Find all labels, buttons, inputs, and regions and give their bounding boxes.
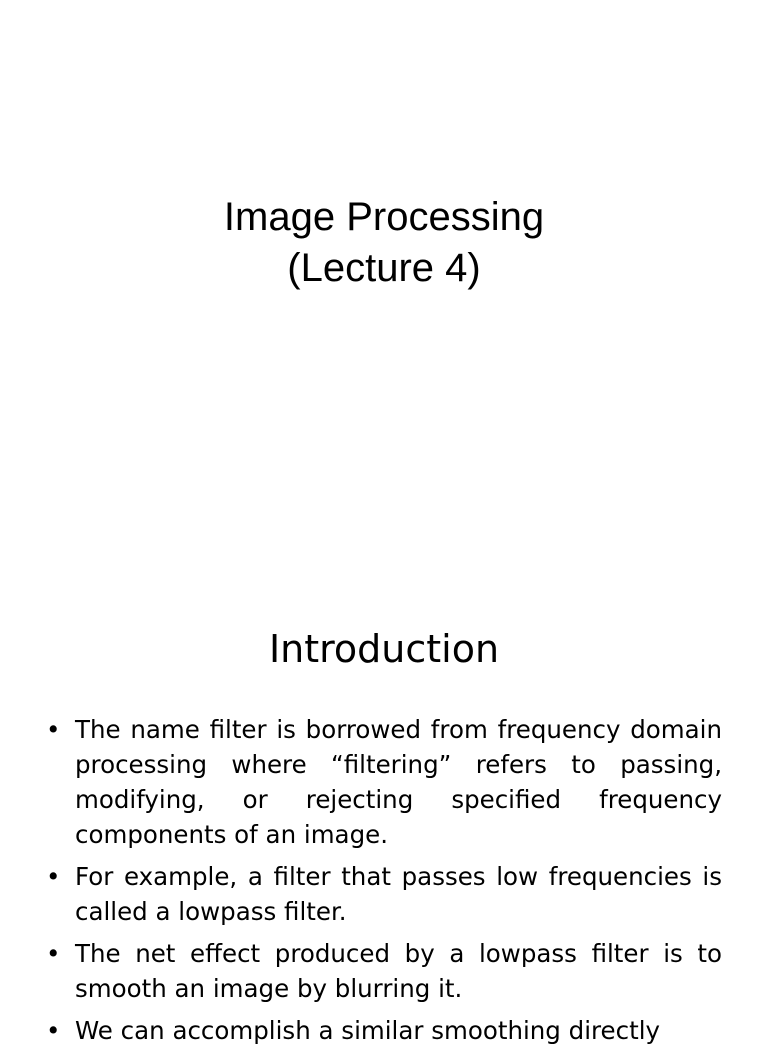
slide-heading: Introduction xyxy=(268,627,500,671)
bullet-text: The name filter is borrowed from frequency domain processing where “filtering” refers to passing, modifying, or rejecting specified frequency components of an image. xyxy=(75,715,722,849)
title-line-2: (Lecture 4) xyxy=(287,246,481,290)
title-line-1: Image Processing xyxy=(223,195,545,239)
slide-title xyxy=(0,192,768,294)
bullet-item xyxy=(46,712,722,852)
bullet-text: We can accomplish a similar smoothing directly xyxy=(75,1016,660,1045)
bullet-icon: • xyxy=(46,715,61,744)
bullet-icon: • xyxy=(46,939,61,968)
bullet-icon: • xyxy=(46,1016,61,1045)
bullet-item xyxy=(46,936,722,1006)
introduction-slide xyxy=(0,576,768,1045)
bullet-text: The net effect produced by a lowpass filter is to smooth an image by blurring it. xyxy=(75,939,722,1003)
bullet-icon: • xyxy=(46,862,61,891)
bullet-item xyxy=(46,1013,722,1048)
bullet-item xyxy=(46,859,722,929)
bullet-list xyxy=(46,712,722,1055)
bullet-text: For example, a filter that passes low frequencies is called a lowpass filter. xyxy=(75,862,722,926)
